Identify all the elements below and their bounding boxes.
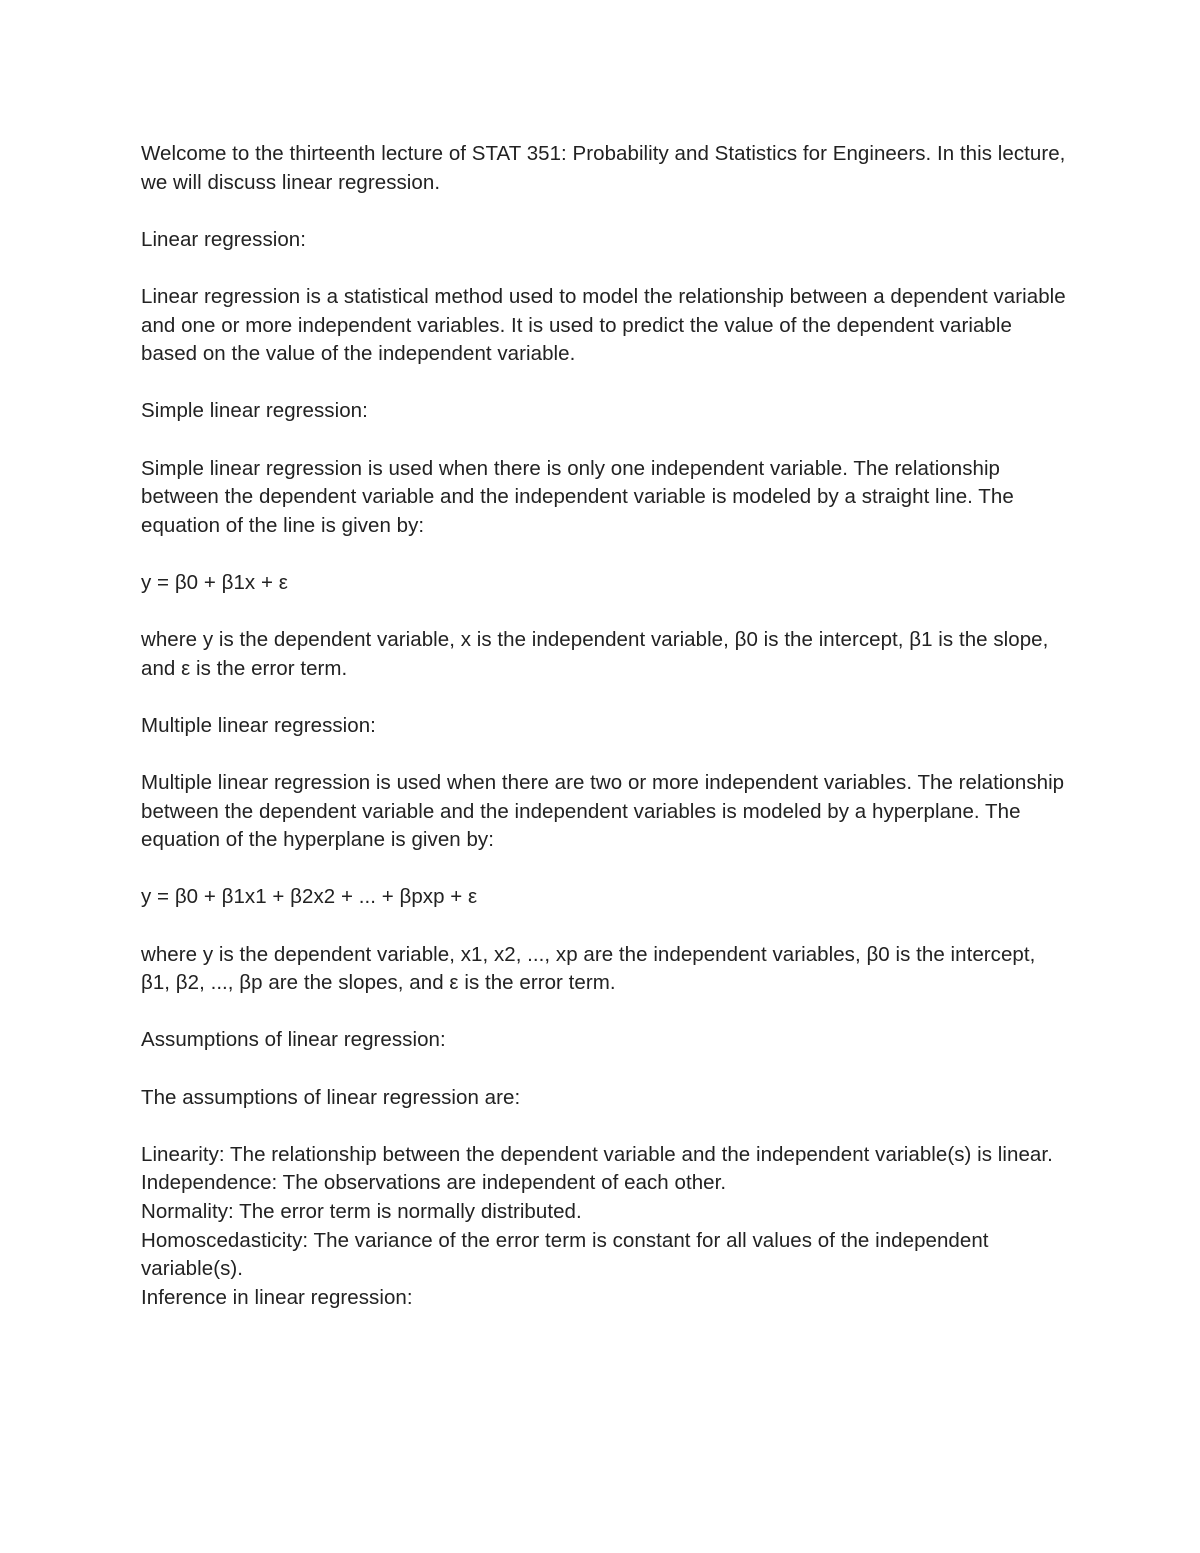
multiple-linear-regression-body: Multiple linear regression is used when there are two or more independent variables. The relationship between the dependent variable and the independent variables is modeled by a hyperplane. The equation of the hyperplane is given by: — [141, 771, 1065, 852]
linear-regression-heading: Linear regression: — [141, 227, 306, 251]
assumption-homoscedasticity: Homoscedasticity: The variance of the error term is constant for all values of the independent variable(s). — [141, 1228, 989, 1281]
document-page — [141, 140, 1066, 1312]
multiple-linear-regression-equation: y = β0 + β1x1 + β2x2 + ... + βpxp + ε — [141, 885, 478, 909]
simple-linear-regression-heading: Simple linear regression: — [141, 399, 368, 423]
simple-linear-regression-equation: y = β0 + β1x + ε — [141, 570, 288, 594]
intro-paragraph: Welcome to the thirteenth lecture of STAT 351: Probability and Statistics for Engineers. In this lecture, we will discuss linear regression. — [141, 142, 1066, 194]
multiple-linear-regression-explanation: where y is the dependent variable, x1, x2, ..., xp are the independent variables, β0 is the intercept, β1, β2, ..., βp are the slopes, and ε is the error term. — [141, 942, 1036, 995]
inference-heading: Inference in linear regression: — [141, 1285, 413, 1309]
assumption-normality: Normality: The error term is normally distributed. — [141, 1199, 582, 1223]
simple-linear-regression-body: Simple linear regression is used when there is only one independent variable. The relationship between the dependent variable and the independent variable is modeled by a straight line. The equation of the line is given by: — [141, 456, 1014, 537]
assumptions-heading: Assumptions of linear regression: — [141, 1028, 446, 1052]
simple-linear-regression-explanation: where y is the dependent variable, x is the independent variable, β0 is the intercept, β1 is the slope, and ε is the error term. — [141, 628, 1049, 680]
linear-regression-body: Linear regression is a statistical method used to model the relationship between a dependent variable and one or more independent variables. It is used to predict the value of the dependent variable based on the value of the independent variable. — [141, 284, 1066, 366]
assumption-linearity: Linearity: The relationship between the dependent variable and the independent variable(s) is linear. — [141, 1142, 1053, 1166]
assumptions-intro: The assumptions of linear regression are: — [141, 1085, 521, 1109]
multiple-linear-regression-heading: Multiple linear regression: — [141, 713, 376, 737]
assumption-independence: Independence: The observations are independent of each other. — [141, 1171, 727, 1195]
